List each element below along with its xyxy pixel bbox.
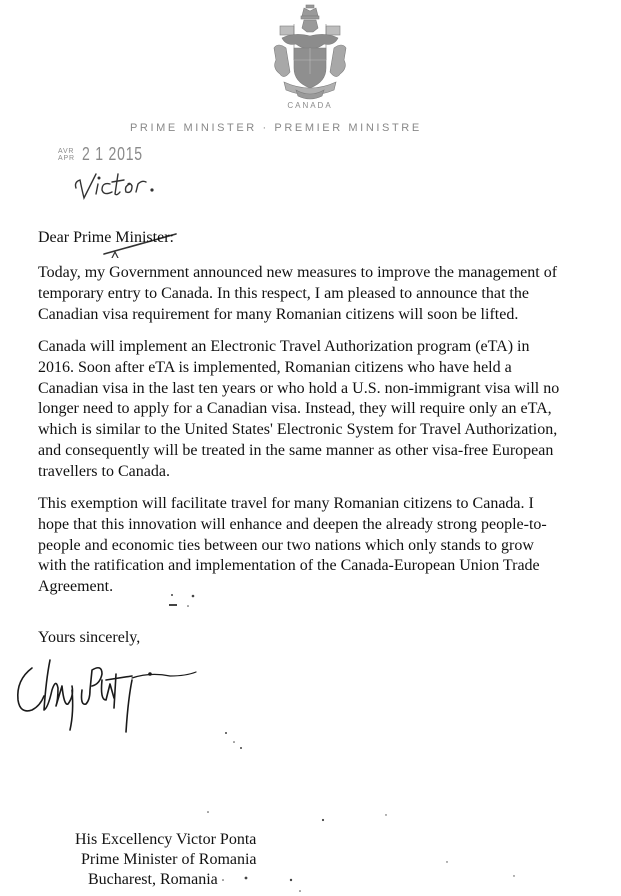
office-title: PRIME MINISTER · PREMIER MINISTRE (130, 122, 422, 134)
paragraph-line: travellers to Canada. (38, 462, 170, 480)
paragraph-line: with the ratification and implementation of the Canada-European Union Trade (38, 557, 540, 575)
paragraph-line: people and economic ties between our two nations which only stands to grow (38, 536, 534, 554)
paragraph-line: longer need to apply for a Canadian visa. Instead, they will require only an eTA, (38, 400, 552, 418)
paragraph-2 (38, 337, 621, 483)
paragraph-3 (38, 494, 621, 598)
date-day-year: 2 1 2015 (81, 144, 143, 164)
paragraph-line: hope that this innovation will enhance and deepen the already strong people-to- (38, 515, 547, 533)
recipient-line-3: Bucharest, Romania (88, 871, 218, 888)
paragraph-line: 2016. Soon after eTA is implemented, Romanian citizens who have held a (38, 358, 512, 376)
canada-coat-of-arms-icon (264, 2, 356, 114)
month-en: APR (58, 154, 75, 162)
recipient-line-1: His Excellency Victor Ponta (75, 831, 257, 848)
paragraph-line: Agreement. (38, 578, 114, 596)
paragraph-line: and consequently will be treated in the same manner as other visa-free European (38, 441, 554, 459)
paragraph-line: This exemption will facilitate travel for many Romanian citizens to Canada. I (38, 495, 534, 512)
recipient-line-2: Prime Minister of Romania (81, 851, 257, 868)
month-stack (58, 148, 75, 162)
paragraph-1 (38, 263, 621, 325)
paragraph-line: Canadian visa in the last ten years or who hold a U.S. non-immigrant visa will no (38, 379, 560, 397)
closing: Yours sincerely, (38, 629, 141, 646)
handwritten-signature-icon (10, 650, 200, 740)
paragraph-line: Today, my Government announced new measures to improve the management of (38, 264, 558, 281)
date-stamp (58, 144, 160, 165)
paragraph-line: Canadian visa requirement for many Romanian citizens will soon be lifted. (38, 305, 519, 323)
month-fr: AVR (58, 147, 75, 155)
salutation: Dear Prime Minister: (38, 229, 174, 246)
paragraph-line: temporary entry to Canada. In this respect, I am pleased to announce that the (38, 284, 529, 302)
paragraph-line: Canada will implement an Electronic Travel Authorization program (eTA) in (38, 338, 530, 355)
crest-label: CANADA (287, 101, 333, 110)
paragraph-line: which is similar to the United States' Electronic System for Travel Authorization, (38, 421, 558, 439)
